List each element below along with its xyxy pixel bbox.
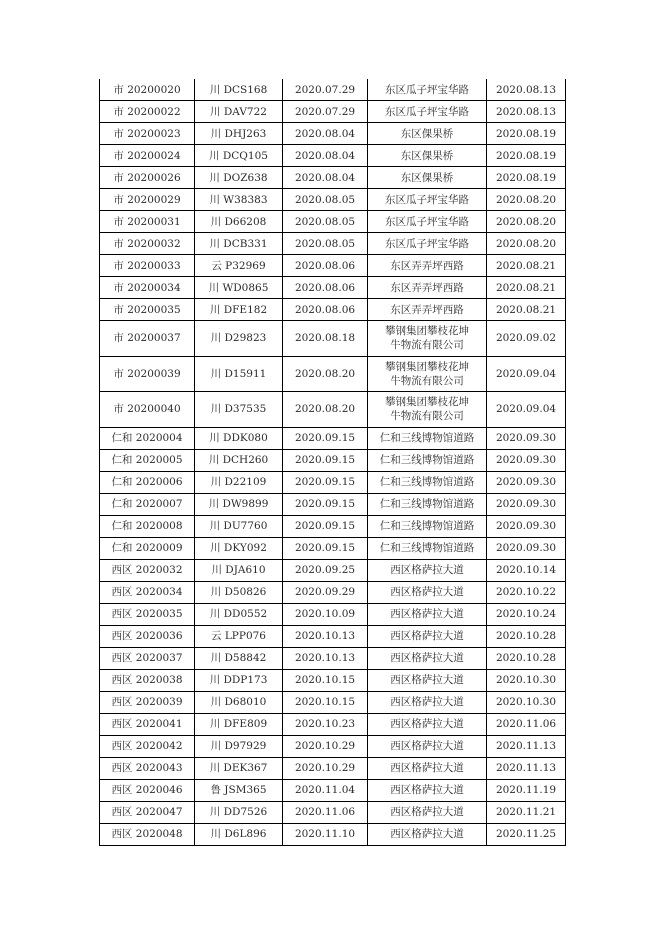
table-row	[100, 735, 566, 757]
record-id-cell: 市 20200020	[100, 79, 195, 101]
record-id-cell: 仁和 2020007	[100, 493, 195, 515]
table-row	[100, 449, 566, 471]
start-date-cell: 2020.09.29	[283, 581, 368, 603]
end-date-cell: 2020.08.13	[487, 101, 566, 123]
start-date-cell: 2020.07.29	[283, 79, 368, 101]
table-row	[100, 515, 566, 537]
start-date-cell: 2020.08.20	[283, 392, 368, 428]
plate-number-cell: 川 DKY092	[195, 537, 283, 559]
table-row	[100, 559, 566, 581]
record-id-cell: 市 20200037	[100, 321, 195, 357]
plate-number-cell: 川 D68010	[195, 691, 283, 713]
end-date-cell: 2020.08.21	[487, 255, 566, 277]
record-id-cell: 仁和 2020009	[100, 537, 195, 559]
start-date-cell: 2020.11.04	[283, 779, 368, 801]
record-id-cell: 西区 2020038	[100, 669, 195, 691]
start-date-cell: 2020.10.15	[283, 669, 368, 691]
end-date-cell: 2020.08.21	[487, 277, 566, 299]
end-date-cell: 2020.10.30	[487, 669, 566, 691]
end-date-cell: 2020.08.19	[487, 167, 566, 189]
location-cell: 西区格萨拉大道	[368, 735, 487, 757]
start-date-cell: 2020.10.23	[283, 713, 368, 735]
plate-number-cell: 川 DW9899	[195, 493, 283, 515]
location-cell: 西区格萨拉大道	[368, 625, 487, 647]
location-cell: 仁和三线博物馆道路	[368, 493, 487, 515]
location-cell: 西区格萨拉大道	[368, 713, 487, 735]
end-date-cell: 2020.08.20	[487, 211, 566, 233]
location-text: 攀钢集团攀枝花坤牛物流有限公司	[385, 325, 469, 352]
plate-number-cell: 川 DCB331	[195, 233, 283, 255]
plate-number-cell: 川 D29823	[195, 321, 283, 357]
plate-number-cell: 川 D58842	[195, 647, 283, 669]
end-date-cell: 2020.09.30	[487, 493, 566, 515]
plate-number-cell: 川 DFE182	[195, 299, 283, 321]
table-row	[100, 647, 566, 669]
end-date-cell: 2020.11.21	[487, 801, 566, 823]
plate-number-cell: 川 DOZ638	[195, 167, 283, 189]
table-row	[100, 392, 566, 428]
location-cell: 东区弄弄坪西路	[368, 277, 487, 299]
location-cell: 西区格萨拉大道	[368, 581, 487, 603]
location-cell: 西区格萨拉大道	[368, 801, 487, 823]
location-cell	[368, 356, 487, 392]
location-cell: 西区格萨拉大道	[368, 559, 487, 581]
record-id-cell: 西区 2020043	[100, 757, 195, 779]
location-cell: 东区倮果桥	[368, 167, 487, 189]
end-date-cell: 2020.10.14	[487, 559, 566, 581]
table-row	[100, 669, 566, 691]
record-id-cell: 西区 2020047	[100, 801, 195, 823]
plate-number-cell: 川 DAV722	[195, 101, 283, 123]
start-date-cell: 2020.09.15	[283, 537, 368, 559]
record-id-cell: 市 20200033	[100, 255, 195, 277]
table-row	[100, 123, 566, 145]
table-row	[100, 471, 566, 493]
start-date-cell: 2020.09.15	[283, 449, 368, 471]
start-date-cell: 2020.08.04	[283, 123, 368, 145]
table-row	[100, 537, 566, 559]
start-date-cell: 2020.09.15	[283, 493, 368, 515]
record-id-cell: 市 20200022	[100, 101, 195, 123]
record-id-cell: 市 20200040	[100, 392, 195, 428]
table-row	[100, 79, 566, 101]
location-cell: 西区格萨拉大道	[368, 779, 487, 801]
plate-number-cell: 川 DCQ105	[195, 145, 283, 167]
plate-number-cell: 川 D22109	[195, 471, 283, 493]
start-date-cell: 2020.08.06	[283, 277, 368, 299]
start-date-cell: 2020.08.05	[283, 211, 368, 233]
record-id-cell: 西区 2020034	[100, 581, 195, 603]
location-cell: 仁和三线博物馆道路	[368, 427, 487, 449]
end-date-cell: 2020.08.19	[487, 145, 566, 167]
end-date-cell: 2020.10.28	[487, 625, 566, 647]
plate-number-cell: 川 D6L896	[195, 823, 283, 845]
location-cell: 东区瓜子坪宝华路	[368, 233, 487, 255]
plate-number-cell: 川 DDK080	[195, 427, 283, 449]
location-cell: 东区瓜子坪宝华路	[368, 189, 487, 211]
start-date-cell: 2020.08.04	[283, 145, 368, 167]
end-date-cell: 2020.11.06	[487, 713, 566, 735]
start-date-cell: 2020.08.05	[283, 189, 368, 211]
end-date-cell: 2020.10.24	[487, 603, 566, 625]
plate-number-cell: 川 DJA610	[195, 559, 283, 581]
end-date-cell: 2020.09.30	[487, 515, 566, 537]
end-date-cell: 2020.09.02	[487, 321, 566, 357]
location-cell: 东区倮果桥	[368, 145, 487, 167]
table-row	[100, 757, 566, 779]
records-table-body	[100, 79, 566, 845]
table-row	[100, 427, 566, 449]
end-date-cell: 2020.11.13	[487, 757, 566, 779]
end-date-cell: 2020.10.28	[487, 647, 566, 669]
plate-number-cell: 川 D66208	[195, 211, 283, 233]
start-date-cell: 2020.08.04	[283, 167, 368, 189]
location-cell: 仁和三线博物馆道路	[368, 449, 487, 471]
start-date-cell: 2020.11.06	[283, 801, 368, 823]
location-cell: 仁和三线博物馆道路	[368, 515, 487, 537]
start-date-cell: 2020.08.06	[283, 299, 368, 321]
location-cell: 东区弄弄坪西路	[368, 255, 487, 277]
start-date-cell: 2020.08.05	[283, 233, 368, 255]
start-date-cell: 2020.10.09	[283, 603, 368, 625]
end-date-cell: 2020.09.30	[487, 471, 566, 493]
plate-number-cell: 川 DCS168	[195, 79, 283, 101]
end-date-cell: 2020.08.20	[487, 189, 566, 211]
location-cell: 西区格萨拉大道	[368, 757, 487, 779]
record-id-cell: 仁和 2020004	[100, 427, 195, 449]
table-row	[100, 145, 566, 167]
location-text: 攀钢集团攀枝花坤牛物流有限公司	[385, 396, 469, 423]
record-id-cell: 市 20200032	[100, 233, 195, 255]
table-row	[100, 189, 566, 211]
record-id-cell: 西区 2020037	[100, 647, 195, 669]
table-row	[100, 101, 566, 123]
end-date-cell: 2020.08.21	[487, 299, 566, 321]
start-date-cell: 2020.09.15	[283, 471, 368, 493]
record-id-cell: 市 20200031	[100, 211, 195, 233]
plate-number-cell: 川 DU7760	[195, 515, 283, 537]
location-cell: 仁和三线博物馆道路	[368, 471, 487, 493]
location-cell: 西区格萨拉大道	[368, 669, 487, 691]
record-id-cell: 市 20200029	[100, 189, 195, 211]
record-id-cell: 仁和 2020006	[100, 471, 195, 493]
location-cell	[368, 321, 487, 357]
table-row	[100, 356, 566, 392]
location-cell: 西区格萨拉大道	[368, 691, 487, 713]
record-id-cell: 市 20200034	[100, 277, 195, 299]
start-date-cell: 2020.10.13	[283, 647, 368, 669]
end-date-cell: 2020.09.04	[487, 356, 566, 392]
plate-number-cell: 云 LPP076	[195, 625, 283, 647]
plate-number-cell: 川 DCH260	[195, 449, 283, 471]
record-id-cell: 仁和 2020008	[100, 515, 195, 537]
start-date-cell: 2020.10.13	[283, 625, 368, 647]
table-row	[100, 277, 566, 299]
record-id-cell: 市 20200023	[100, 123, 195, 145]
table-row	[100, 713, 566, 735]
record-id-cell: 市 20200039	[100, 356, 195, 392]
start-date-cell: 2020.09.15	[283, 515, 368, 537]
plate-number-cell: 川 D97929	[195, 735, 283, 757]
plate-number-cell: 川 W38383	[195, 189, 283, 211]
record-id-cell: 西区 2020048	[100, 823, 195, 845]
table-row	[100, 167, 566, 189]
table-row	[100, 493, 566, 515]
table-row	[100, 233, 566, 255]
start-date-cell: 2020.11.10	[283, 823, 368, 845]
table-row	[100, 603, 566, 625]
location-cell: 东区瓜子坪宝华路	[368, 79, 487, 101]
location-cell: 仁和三线博物馆道路	[368, 537, 487, 559]
end-date-cell: 2020.09.30	[487, 449, 566, 471]
plate-number-cell: 川 WD0865	[195, 277, 283, 299]
table-row	[100, 255, 566, 277]
plate-number-cell: 川 DHJ263	[195, 123, 283, 145]
start-date-cell: 2020.08.18	[283, 321, 368, 357]
record-id-cell: 市 20200024	[100, 145, 195, 167]
location-cell: 西区格萨拉大道	[368, 603, 487, 625]
record-id-cell: 西区 2020042	[100, 735, 195, 757]
start-date-cell: 2020.09.15	[283, 427, 368, 449]
start-date-cell: 2020.10.29	[283, 757, 368, 779]
table-row	[100, 691, 566, 713]
table-row	[100, 823, 566, 845]
end-date-cell: 2020.10.30	[487, 691, 566, 713]
plate-number-cell: 川 D15911	[195, 356, 283, 392]
end-date-cell: 2020.08.20	[487, 233, 566, 255]
table-row	[100, 801, 566, 823]
table-row	[100, 299, 566, 321]
end-date-cell: 2020.08.13	[487, 79, 566, 101]
location-cell: 东区弄弄坪西路	[368, 299, 487, 321]
end-date-cell: 2020.09.04	[487, 392, 566, 428]
table-row	[100, 625, 566, 647]
plate-number-cell: 川 D37535	[195, 392, 283, 428]
start-date-cell: 2020.08.06	[283, 255, 368, 277]
location-cell: 东区倮果桥	[368, 123, 487, 145]
location-cell: 西区格萨拉大道	[368, 647, 487, 669]
location-cell	[368, 392, 487, 428]
plate-number-cell: 川 DFE809	[195, 713, 283, 735]
plate-number-cell: 川 D50826	[195, 581, 283, 603]
location-cell: 东区瓜子坪宝华路	[368, 101, 487, 123]
plate-number-cell: 川 DD0552	[195, 603, 283, 625]
record-id-cell: 西区 2020039	[100, 691, 195, 713]
plate-number-cell: 鲁 JSM365	[195, 779, 283, 801]
start-date-cell: 2020.10.29	[283, 735, 368, 757]
record-id-cell: 西区 2020041	[100, 713, 195, 735]
end-date-cell: 2020.09.30	[487, 537, 566, 559]
end-date-cell: 2020.11.19	[487, 779, 566, 801]
plate-number-cell: 云 P32969	[195, 255, 283, 277]
start-date-cell: 2020.09.25	[283, 559, 368, 581]
record-id-cell: 西区 2020046	[100, 779, 195, 801]
end-date-cell: 2020.09.30	[487, 427, 566, 449]
end-date-cell: 2020.11.25	[487, 823, 566, 845]
end-date-cell: 2020.10.22	[487, 581, 566, 603]
location-text: 攀钢集团攀枝花坤牛物流有限公司	[385, 360, 469, 387]
plate-number-cell: 川 DD7526	[195, 801, 283, 823]
location-cell: 西区格萨拉大道	[368, 823, 487, 845]
record-id-cell: 西区 2020036	[100, 625, 195, 647]
record-id-cell: 西区 2020032	[100, 559, 195, 581]
end-date-cell: 2020.11.13	[487, 735, 566, 757]
start-date-cell: 2020.10.15	[283, 691, 368, 713]
start-date-cell: 2020.07.29	[283, 101, 368, 123]
plate-number-cell: 川 DDP173	[195, 669, 283, 691]
table-row	[100, 779, 566, 801]
table-row	[100, 581, 566, 603]
record-id-cell: 仁和 2020005	[100, 449, 195, 471]
location-cell: 东区瓜子坪宝华路	[368, 211, 487, 233]
table-row	[100, 321, 566, 357]
records-table	[99, 79, 566, 846]
record-id-cell: 市 20200026	[100, 167, 195, 189]
record-id-cell: 西区 2020035	[100, 603, 195, 625]
start-date-cell: 2020.08.20	[283, 356, 368, 392]
end-date-cell: 2020.08.19	[487, 123, 566, 145]
table-row	[100, 211, 566, 233]
plate-number-cell: 川 DEK367	[195, 757, 283, 779]
record-id-cell: 市 20200035	[100, 299, 195, 321]
